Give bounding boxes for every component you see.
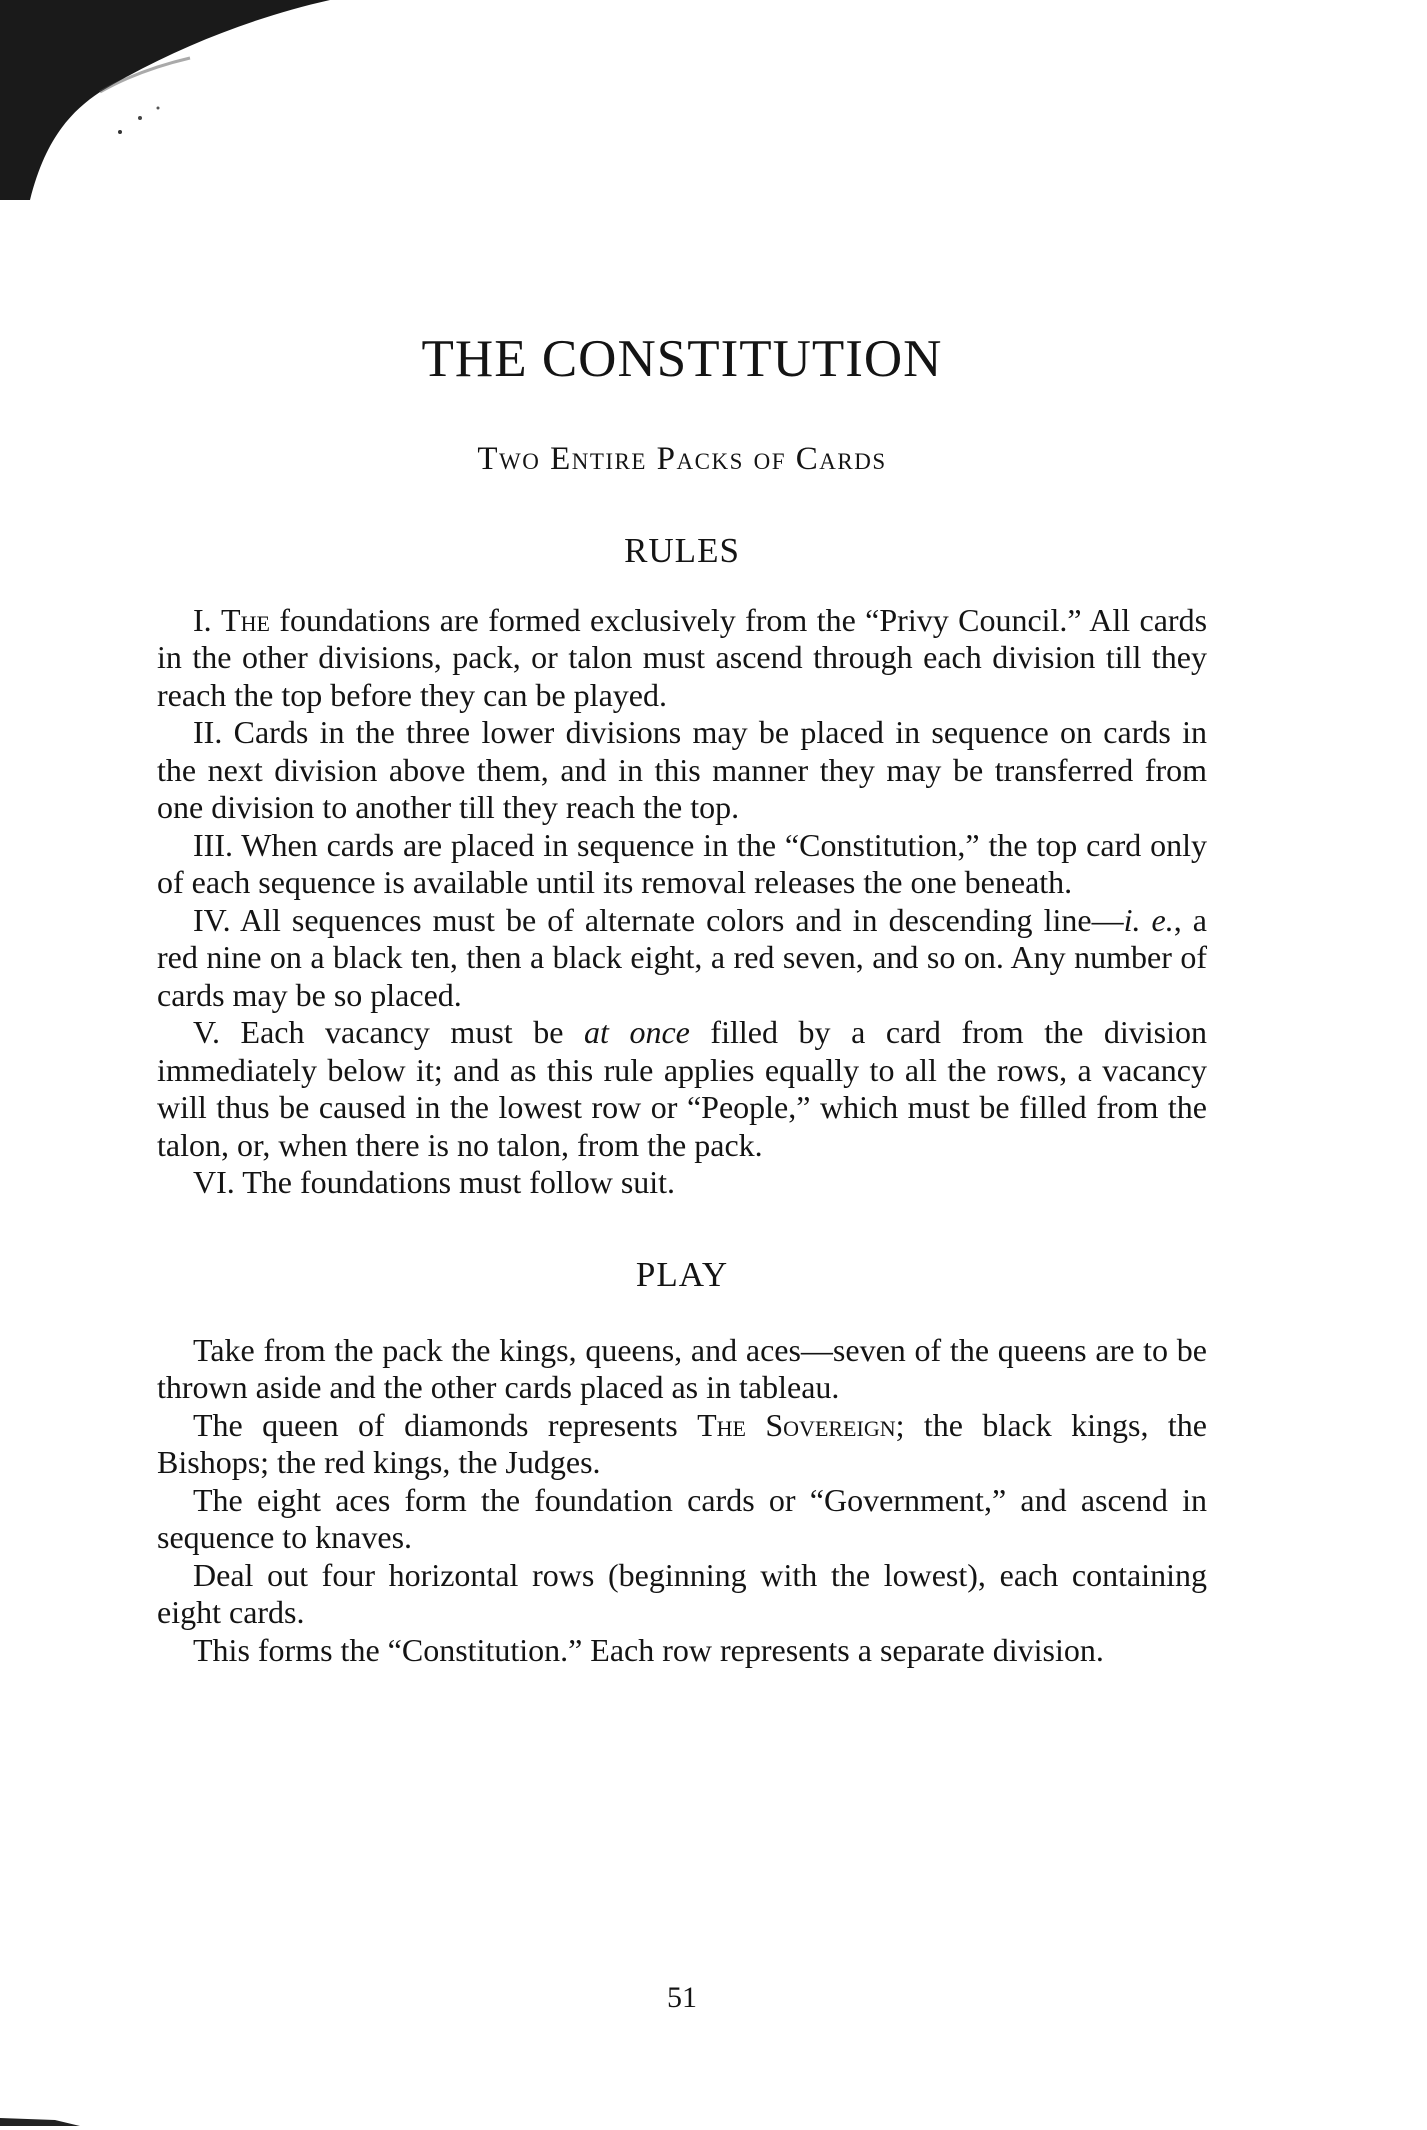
- rule-text: All sequences must be of alternate colors and in descending line—: [239, 901, 1124, 938]
- rule-text: When cards are placed in sequence in the “Constitution,” the top card only of each sequence is available until its removal releases the one beneath.: [157, 826, 1208, 901]
- rule-item: [157, 602, 1207, 715]
- rule-text: The foundations must follow suit.: [242, 1164, 676, 1201]
- rule-text: foundations are formed exclusively from the “Privy Council.” All cards in the other divisions, pack, or talon must ascend through each division till they reach the top before they can be played.: [157, 601, 1208, 713]
- play-paragraphs: [157, 1332, 1207, 1670]
- scan-edge-mark: [0, 2110, 90, 2130]
- rule-item: [157, 1014, 1207, 1164]
- rule-text: filled by a card from the division immediately below it; and as this rule applies equally to all the rows, a vacancy will thus be caused in the lowest row or “People,” which must be filled from the talon, or, when there is no talon, from the pack.: [157, 1014, 1208, 1163]
- sovereign-term: The Sovereign: [697, 1406, 896, 1443]
- rule-item: [157, 827, 1207, 902]
- rule-item: [157, 714, 1207, 827]
- rules-list: [157, 602, 1207, 1202]
- play-paragraph: This forms the “Constitution.” Each row represents a separate division.: [193, 1631, 1104, 1668]
- rule-lead-word: The: [221, 601, 270, 638]
- play-paragraph: Deal out four horizontal rows (beginning with the lowest), each containing eight cards.: [157, 1556, 1207, 1631]
- play-paragraph: The eight aces form the foundation cards or “Government,” and ascend in sequence to knaves.: [157, 1481, 1207, 1556]
- rule-text: Cards in the three lower divisions may be placed in sequence on cards in the next division above them, and in this manner they may be transferred from one division to another till they reach the top.: [157, 714, 1208, 826]
- page-number: 51: [667, 1981, 697, 2014]
- rule-italic-abbrev: i. e.: [1123, 901, 1174, 938]
- rule-number: I.: [193, 601, 212, 638]
- book-page: [157, 330, 1208, 2014]
- play-heading: PLAY: [635, 1254, 729, 1294]
- rule-number: VI.: [193, 1164, 235, 1201]
- page-title: THE CONSTITUTION: [421, 330, 943, 388]
- scan-shadow-corner: [0, 0, 330, 200]
- rule-number: V.: [193, 1014, 220, 1051]
- rule-number: III.: [193, 826, 233, 863]
- rules-heading: RULES: [624, 530, 740, 570]
- play-text: The queen of diamonds represents: [193, 1406, 698, 1443]
- rule-item: [157, 1164, 1207, 1202]
- play-paragraph: Take from the pack the kings, queens, and aces—seven of the queens are to be thrown aside and the other cards placed as in tableau.: [157, 1331, 1207, 1406]
- rule-text: , a red nine on a black ten, then a black eight, a red seven, and so on. Any number of cards may be so placed.: [157, 901, 1208, 1013]
- rule-number: IV.: [193, 901, 231, 938]
- play-text: ; the black kings, the Bishops; the red kings, the Judges.: [157, 1406, 1208, 1481]
- rule-item: [157, 902, 1207, 1015]
- page-subtitle: Two Entire Packs of Cards: [477, 441, 887, 478]
- rule-number: II.: [193, 714, 223, 751]
- play-paragraph: [157, 1407, 1207, 1482]
- rule-emphasis: at once: [584, 1014, 690, 1051]
- rule-text: Each vacancy must be: [240, 1014, 584, 1051]
